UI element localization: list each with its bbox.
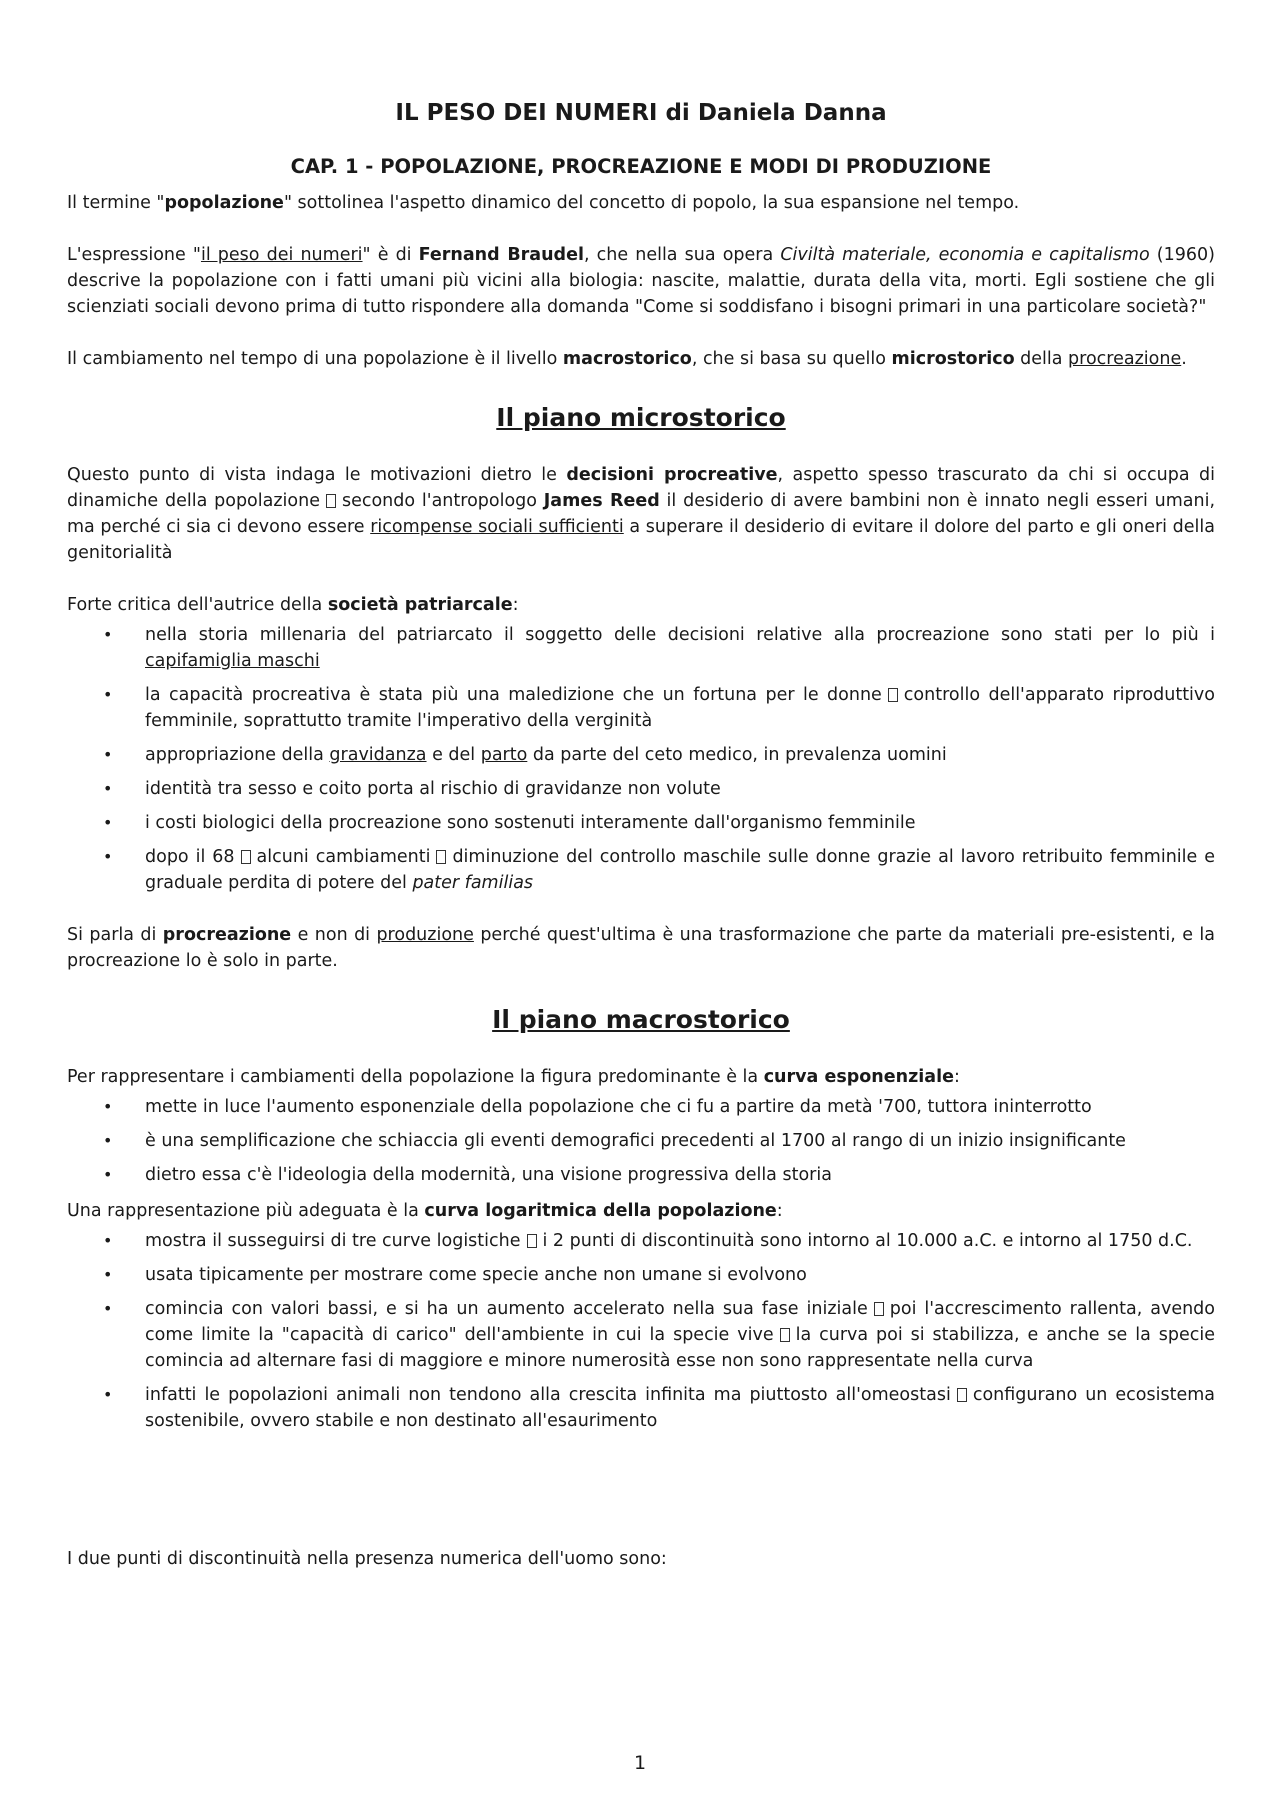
intro-paragraph-3: Il cambiamento nel tempo di una popolazione è il livello macrostorico, che si basa su quello microstorico della procreazione.: [67, 349, 1187, 369]
list-item: • dietro essa c'è l'ideologia della modernità, una visione progressiva della storia: [67, 1162, 1215, 1188]
logarithmic-list: [67, 1228, 1215, 1434]
list-item: • la capacità procreativa è stata più una maledizione che un fortuna per le donne controllo dell'apparato riproduttivo femminile, soprattutto tramite l'imperativo della verginità: [67, 682, 1215, 734]
arrow-icon: [888, 688, 898, 702]
list-item: • identità tra sesso e coito porta al rischio di gravidanze non volute: [67, 776, 1215, 802]
bullet-icon: •: [103, 1097, 113, 1116]
arrow-icon: [527, 1234, 537, 1248]
critique-intro: Forte critica dell'autrice della società patriarcale:: [67, 595, 519, 615]
bullet-icon: •: [103, 1265, 113, 1284]
list-item: • nella storia millenaria del patriarcato il soggetto delle decisioni relative alla procreazione sono stati per lo più i capifamiglia maschi: [67, 622, 1215, 674]
bullet-icon: •: [103, 1131, 113, 1150]
list-item: • usata tipicamente per mostrare come specie anche non umane si evolvono: [67, 1262, 1215, 1288]
bullet-icon: •: [103, 847, 113, 866]
macro-intro-1: Per rappresentare i cambiamenti della popolazione la figura predominante è la curva esponenziale:: [67, 1067, 960, 1087]
bullet-icon: •: [103, 625, 113, 644]
section-heading-micro: Il piano microstorico: [496, 403, 786, 432]
micro-paragraph-end: Si parla di procreazione e non di produzione perché quest'ultima è una trasformazione che parte da materiali pre-esistenti, e la procreazione lo è solo in parte.: [67, 925, 1215, 971]
list-item: • appropriazione della gravidanza e del parto da parte del ceto medico, in prevalenza uomini: [67, 742, 1215, 768]
list-item: • i costi biologici della procreazione sono sostenuti interamente dall'organismo femminile: [67, 810, 1215, 836]
bullet-icon: •: [103, 779, 113, 798]
list-item: • mette in luce l'aumento esponenziale della popolazione che ci fu a partire da metà '700, tuttora ininterrotto: [67, 1094, 1215, 1120]
document-title: IL PESO DEI NUMERI di Daniela Danna: [395, 100, 887, 126]
list-item: • comincia con valori bassi, e si ha un aumento accelerato nella sua fase iniziale poi l'accrescimento rallenta, avendo come limite la "capacità di carico" dell'ambiente in cui la specie vive la curva poi si stabilizza, e anche se la specie comincia ad alternare fasi di maggiore e minore numerosità esse non sono rappresentate nella curva: [67, 1296, 1215, 1374]
chapter-heading: CAP. 1 - POPOLAZIONE, PROCREAZIONE E MODI DI PRODUZIONE: [290, 155, 992, 178]
arrow-icon: [241, 850, 251, 864]
arrow-icon: [874, 1302, 884, 1316]
page-content: [67, 98, 1215, 1572]
arrow-icon: [326, 494, 336, 508]
bullet-icon: •: [103, 1299, 113, 1318]
micro-paragraph-1: Questo punto di vista indaga le motivazioni dietro le decisioni procreative, aspetto spesso trascurato da chi si occupa di dinamiche della popolazione secondo l'antropologo James Reed il desiderio di avere bambini non è innato negli esseri umani, ma perché ci sia ci devono essere ricompense sociali sufficienti a superare il desiderio di evitare il dolore del parto e gli oneri della genitorialità: [67, 465, 1216, 563]
bullet-icon: •: [103, 745, 113, 764]
bullet-icon: •: [103, 813, 113, 832]
bullet-icon: •: [103, 1165, 113, 1184]
intro-paragraph-2: L'espressione "il peso dei numeri" è di Fernand Braudel, che nella sua opera Civiltà materiale, economia e capitalismo (1960) descrive la popolazione con i fatti umani più vicini alla biologia: nascite, malattie, durata della vita, morti. Egli sostiene che gli scienziati sociali devono prima di tutto rispondere alla domanda "Come si soddisfano i bisogni primari in una particolare società?": [67, 245, 1215, 317]
critique-list: [67, 622, 1215, 896]
arrow-icon: [957, 1388, 967, 1402]
exponential-list: [67, 1094, 1215, 1188]
bullet-icon: •: [103, 1231, 113, 1250]
discontinuity-intro: I due punti di discontinuità nella presenza numerica dell'uomo sono:: [67, 1549, 667, 1569]
page-number: 1: [633, 1752, 647, 1774]
list-item: • è una semplificazione che schiaccia gli eventi demografici precedenti al 1700 al rango di un inizio insignificante: [67, 1128, 1215, 1154]
list-item: • infatti le popolazioni animali non tendono alla crescita infinita ma piuttosto all'omeostasi configurano un ecosistema sostenibile, ovvero stabile e non destinato all'esaurimento: [67, 1382, 1215, 1434]
arrow-icon: [436, 850, 446, 864]
intro-paragraph-1: Il termine "popolazione" sottolinea l'aspetto dinamico del concetto di popolo, la sua espansione nel tempo.: [67, 193, 1020, 213]
list-item: • mostra il susseguirsi di tre curve logistiche i 2 punti di discontinuità sono intorno al 10.000 a.C. e intorno al 1750 d.C.: [67, 1228, 1215, 1254]
arrow-icon: [780, 1328, 790, 1342]
bullet-icon: •: [103, 685, 113, 704]
bullet-icon: •: [103, 1385, 113, 1404]
list-item: • dopo il 68 alcuni cambiamenti diminuzione del controllo maschile sulle donne grazie al lavoro retribuito femminile e graduale perdita di potere del pater familias: [67, 844, 1215, 896]
section-heading-macro: Il piano macrostorico: [492, 1005, 790, 1034]
macro-intro-2: Una rappresentazione più adeguata è la curva logaritmica della popolazione:: [67, 1201, 783, 1221]
